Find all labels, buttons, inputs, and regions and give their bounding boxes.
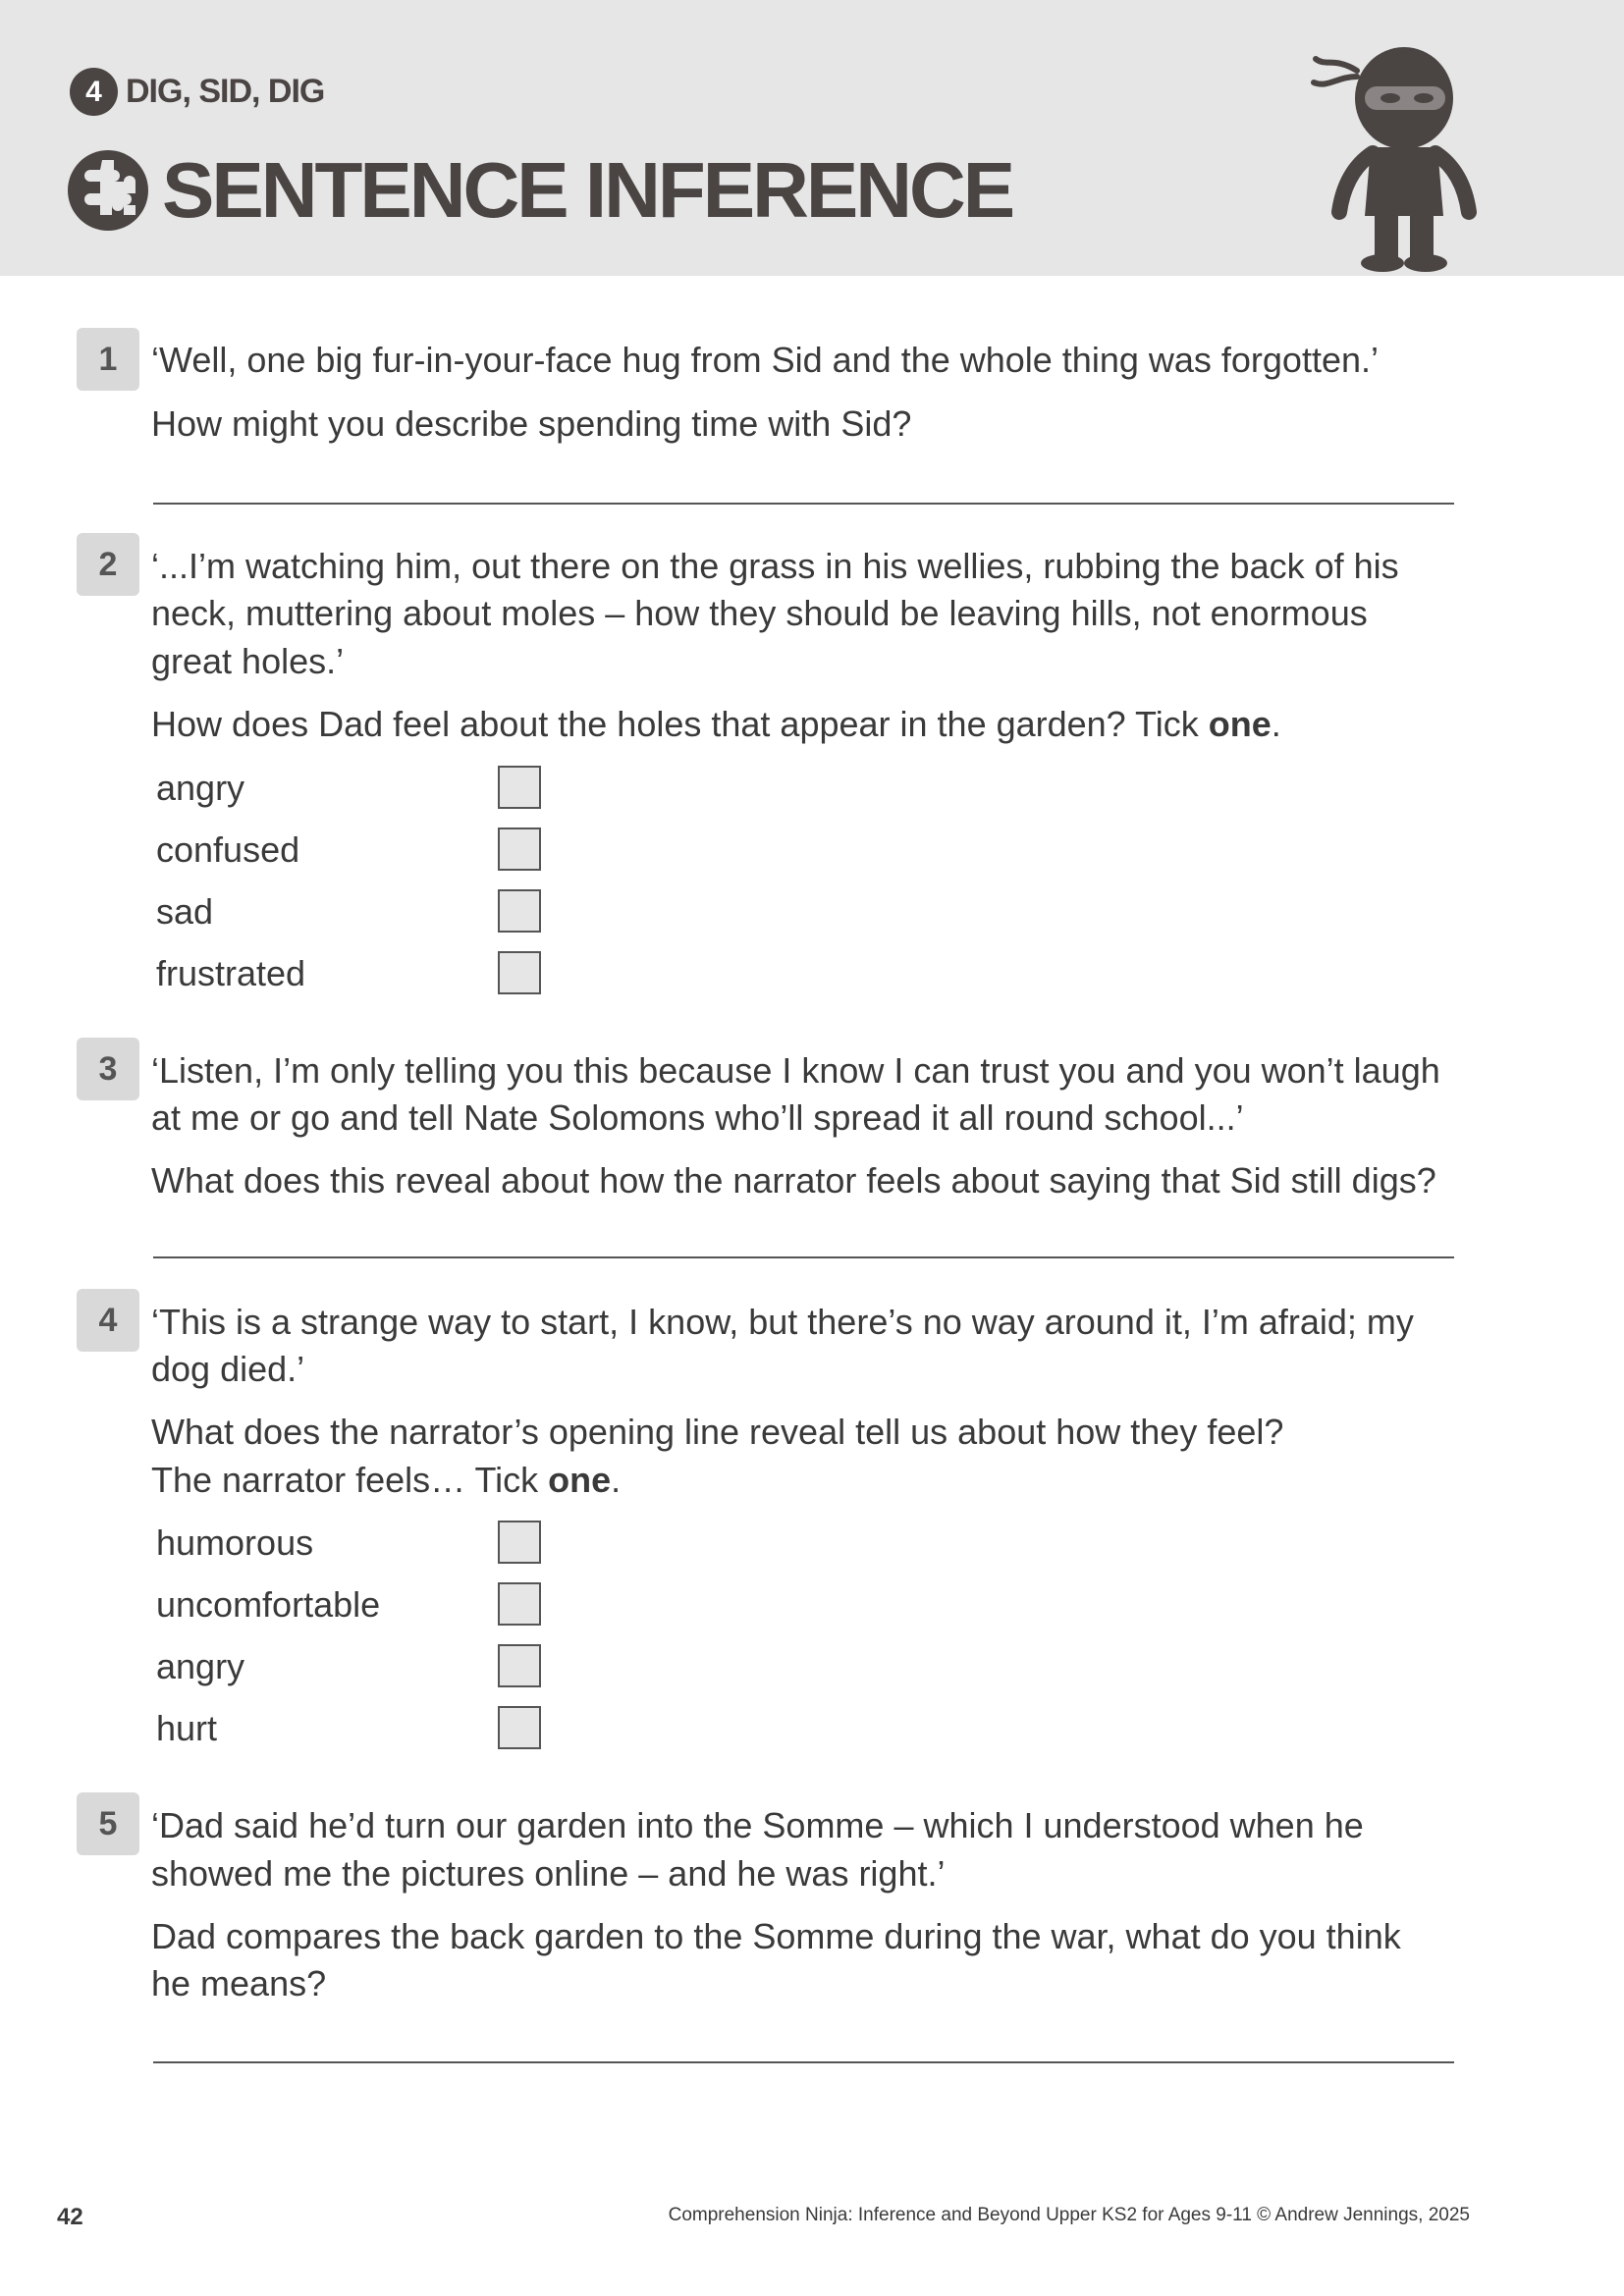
- tickbox-hurt[interactable]: [498, 1706, 541, 1749]
- question-4-quote-line: dog died.’: [151, 1349, 305, 1389]
- prompt-text: The narrator feels… Tick: [151, 1460, 549, 1500]
- page-number: 42: [57, 2204, 83, 2230]
- page-title: SENTENCE INFERENCE: [162, 146, 1013, 234]
- option-label: uncomfortable: [156, 1584, 381, 1625]
- option-label: frustrated: [156, 953, 306, 993]
- question-5-prompt-line: he means?: [151, 1963, 327, 2003]
- tickbox-humorous[interactable]: [498, 1521, 541, 1564]
- question-2-prompt: [151, 700, 1477, 748]
- question-1-quote: ‘Well, one big fur-in-your-face hug from Sid and the whole thing was forgotten.’: [151, 340, 1379, 380]
- tickbox-confused[interactable]: [498, 828, 541, 871]
- footer-credit: Comprehension Ninja: Inference and Beyond Upper KS2 for Ages 9-11 © Andrew Jennings, 2025: [668, 2205, 1470, 2225]
- question-2-quote-line: neck, muttering about moles – how they should be leaving hills, not enormous: [151, 593, 1368, 633]
- question-3-prompt: What does this reveal about how the narrator feels about saying that Sid still digs?: [151, 1160, 1436, 1201]
- answer-line-5[interactable]: [153, 2061, 1454, 2063]
- answer-line-1[interactable]: [153, 503, 1454, 505]
- question-2-quote-line: great holes.’: [151, 641, 345, 681]
- tickbox-frustrated[interactable]: [498, 951, 541, 994]
- option-label: sad: [156, 891, 214, 932]
- question-5-prompt-line: Dad compares the back garden to the Somme during the war, what do you think: [151, 1916, 1401, 1956]
- prompt-punctuation: .: [611, 1460, 622, 1500]
- prompt-punctuation: .: [1271, 704, 1281, 744]
- question-number-4: 4: [77, 1289, 139, 1352]
- question-number-2: 2: [77, 533, 139, 596]
- question-number-3: 3: [77, 1038, 139, 1100]
- question-4-prompt: What does the narrator’s opening line reveal tell us about how they feel?: [151, 1412, 1284, 1452]
- question-4-quote-line: ‘This is a strange way to start, I know, but there’s no way around it, I’m afraid; my: [151, 1302, 1414, 1342]
- header-band: [0, 0, 1624, 276]
- question-4-prompt-tick: [151, 1456, 1477, 1504]
- question-number-1: 1: [77, 328, 139, 391]
- option-label: angry: [156, 1646, 245, 1686]
- answer-line-3[interactable]: [153, 1256, 1454, 1258]
- tickbox-angry[interactable]: [498, 766, 541, 809]
- option-label: humorous: [156, 1522, 314, 1563]
- question-1-prompt: How might you describe spending time with Sid?: [151, 403, 912, 444]
- question-3-quote-line: at me or go and tell Nate Solomons who’ll spread it all round school...’: [151, 1097, 1244, 1138]
- question-number-5: 5: [77, 1792, 139, 1855]
- prompt-text: How does Dad feel about the holes that appear in the garden? Tick: [151, 704, 1209, 744]
- tickbox-sad[interactable]: [498, 889, 541, 933]
- puzzle-icon: [67, 149, 149, 232]
- tickbox-uncomfortable[interactable]: [498, 1582, 541, 1626]
- unit-number-badge: 4: [70, 68, 118, 116]
- option-label: hurt: [156, 1708, 218, 1748]
- option-label: confused: [156, 829, 300, 870]
- prompt-emphasis: one: [1208, 704, 1272, 744]
- question-5-quote-line: ‘Dad said he’d turn our garden into the Somme – which I understood when he: [151, 1805, 1364, 1845]
- prompt-emphasis: one: [548, 1460, 612, 1500]
- ninja-mascot-icon: [1306, 37, 1492, 278]
- option-label: angry: [156, 768, 245, 808]
- question-2-quote-line: ‘...I’m watching him, out there on the grass in his wellies, rubbing the back of his: [151, 546, 1399, 586]
- question-5-quote-line: showed me the pictures online – and he was right.’: [151, 1853, 946, 1894]
- unit-title: DIG, SID, DIG: [126, 73, 325, 110]
- tickbox-angry-q4[interactable]: [498, 1644, 541, 1687]
- question-3-quote-line: ‘Listen, I’m only telling you this because I know I can trust you and you won’t laugh: [151, 1050, 1440, 1091]
